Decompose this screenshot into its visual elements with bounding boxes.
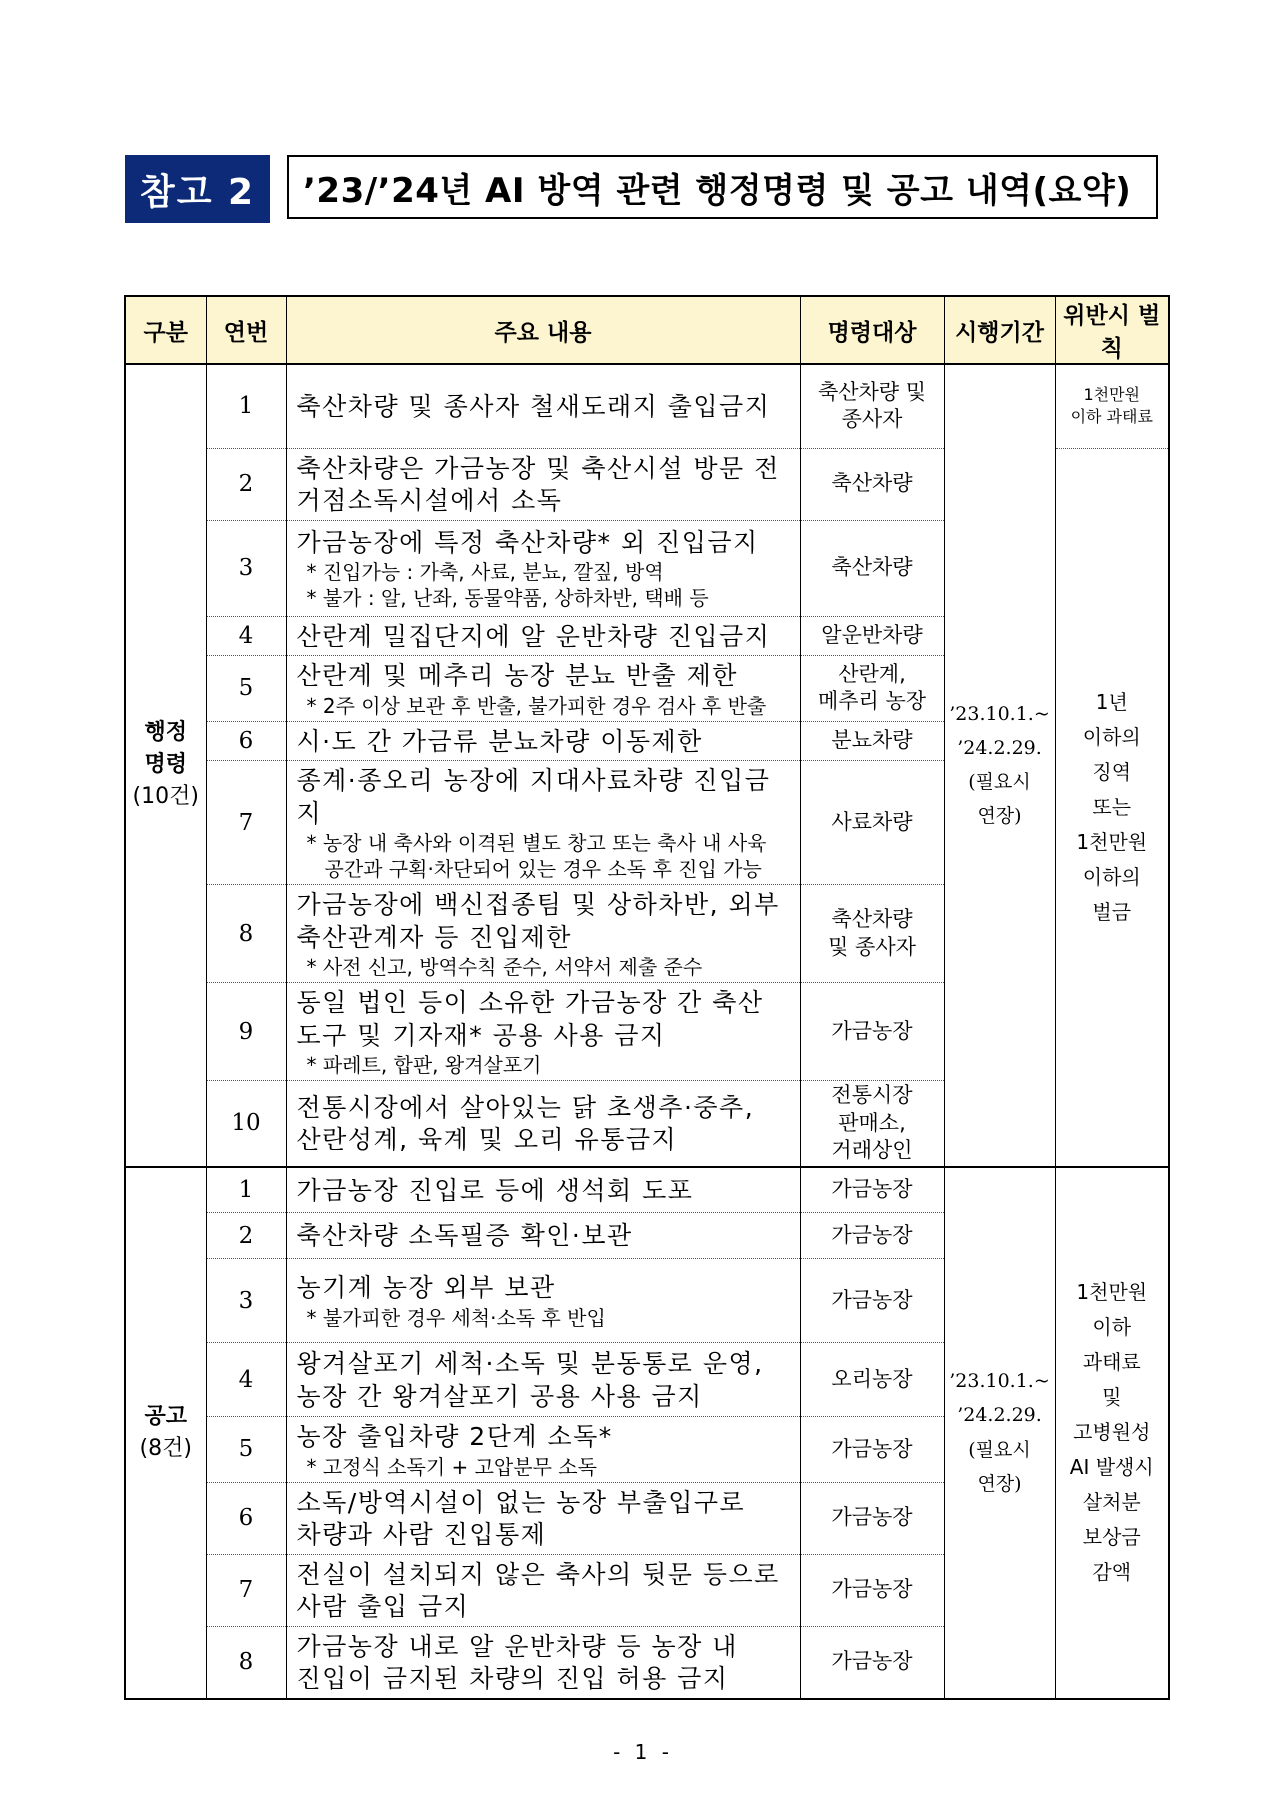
penalty-line: 1천만원 bbox=[1076, 1280, 1148, 1304]
enforcement-period bbox=[944, 364, 1055, 1167]
content-main-line: 축산관계자 등 진입제한 bbox=[296, 922, 572, 952]
section-name: 공고 bbox=[144, 1403, 187, 1429]
table-row bbox=[125, 1167, 1169, 1213]
row-target bbox=[800, 761, 944, 885]
row-content bbox=[286, 1343, 800, 1417]
target-line: 가금농장 bbox=[831, 1436, 913, 1461]
content-main-line: 농장 간 왕겨살포기 공용 사용 금지 bbox=[296, 1381, 703, 1411]
target-line: 가금농장 bbox=[831, 1222, 913, 1247]
row-content bbox=[286, 520, 800, 616]
row-content bbox=[286, 885, 800, 983]
row-target bbox=[800, 520, 944, 616]
measures-table bbox=[124, 295, 1170, 1700]
target-line: 및 종사자 bbox=[828, 934, 916, 959]
row-target bbox=[800, 885, 944, 983]
penalty-line: 과태료 bbox=[1082, 1350, 1141, 1374]
section-name: 명령 bbox=[144, 752, 187, 778]
enforcement-period bbox=[944, 1167, 1055, 1699]
period-line: ’24.2.29. bbox=[957, 737, 1042, 760]
period-line: 연장) bbox=[977, 1472, 1022, 1495]
content-main-line: 사람 출입 금지 bbox=[296, 1592, 470, 1621]
table-row bbox=[125, 364, 1169, 448]
row-target bbox=[800, 1213, 944, 1259]
penalty-line: 1천만원 bbox=[1083, 384, 1141, 404]
period-line: 연장) bbox=[977, 805, 1022, 828]
content-note-line: 공간과 구획·차단되어 있는 경우 소독 후 진입 가능 bbox=[324, 857, 762, 881]
content-main-line: 진입이 금지된 차량의 진입 허용 금지 bbox=[296, 1664, 729, 1693]
content-note-line: * 농장 내 축사와 이격된 별도 창고 또는 축사 내 사육 bbox=[306, 831, 767, 855]
penalty-line: 벌금 bbox=[1092, 899, 1132, 924]
row-target bbox=[800, 721, 944, 761]
period-line: (필요시 bbox=[968, 771, 1031, 794]
row-content bbox=[286, 616, 800, 656]
row-number: 2 bbox=[206, 1213, 286, 1259]
content-note-line: * 불가피한 경우 세척·소독 후 반입 bbox=[306, 1305, 606, 1330]
target-line: 알운반차량 bbox=[821, 623, 923, 648]
target-line: 가금농장 bbox=[831, 1649, 913, 1674]
target-line: 분뇨차량 bbox=[831, 728, 913, 753]
target-line: 축산차량 bbox=[831, 555, 913, 580]
content-note-line: * 고정식 소독기 + 고압분무 소독 bbox=[306, 1454, 597, 1479]
col-header-category: 구분 bbox=[125, 296, 206, 364]
target-line: 산란계, bbox=[838, 661, 906, 686]
penalty-line: 1년 bbox=[1095, 689, 1128, 714]
target-line: 축산차량 bbox=[831, 471, 913, 496]
target-line: 축산차량 및 bbox=[817, 379, 927, 404]
content-main-line: 동일 법인 등이 소유한 가금농장 간 축산 bbox=[296, 988, 764, 1017]
row-content bbox=[286, 721, 800, 761]
section-count: (10건) bbox=[132, 784, 199, 810]
content-main-line: 축산차량 및 종사자 철새도래지 출입금지 bbox=[296, 392, 771, 421]
row-target bbox=[800, 1167, 944, 1213]
row-target bbox=[800, 1259, 944, 1343]
penalty-line: 살처분 bbox=[1082, 1490, 1141, 1514]
violation-penalty bbox=[1055, 364, 1169, 448]
row-number: 3 bbox=[206, 520, 286, 616]
col-header-penalty: 위반시 벌칙 bbox=[1055, 296, 1169, 364]
row-target bbox=[800, 364, 944, 448]
target-line: 축산차량 bbox=[831, 907, 913, 932]
content-main-line: 산란계 및 메추리 농장 분뇨 반출 제한 bbox=[296, 661, 738, 690]
content-main-line: 거점소독시설에서 소독 bbox=[296, 486, 563, 515]
row-content bbox=[286, 364, 800, 448]
period-line: ’23.10.1.~ bbox=[949, 1370, 1050, 1393]
penalty-line: 또는 bbox=[1092, 794, 1132, 819]
row-number: 2 bbox=[206, 448, 286, 520]
row-target bbox=[800, 983, 944, 1081]
content-main-line: 종계·종오리 농장에 지대사료차량 진입금지 bbox=[296, 766, 771, 828]
row-content bbox=[286, 1417, 800, 1483]
row-number: 8 bbox=[206, 885, 286, 983]
target-line: 판매소, bbox=[838, 1110, 906, 1135]
col-header-number: 연번 bbox=[206, 296, 286, 364]
content-note-line: * 파레트, 합판, 왕겨살포기 bbox=[306, 1053, 542, 1077]
penalty-line: 징역 bbox=[1092, 759, 1132, 784]
page-title: ’23/’24년 AI 방역 관련 행정명령 및 공고 내역(요약) bbox=[287, 155, 1158, 219]
violation-penalty bbox=[1055, 1167, 1169, 1699]
row-content bbox=[286, 448, 800, 520]
content-main-line: 산란계 밀집단지에 알 운반차량 진입금지 bbox=[296, 621, 771, 651]
col-header-content: 주요 내용 bbox=[286, 296, 800, 364]
row-target bbox=[800, 1417, 944, 1483]
section-category-cell bbox=[125, 364, 206, 1167]
row-content bbox=[286, 983, 800, 1081]
content-main-line: 소독/방역시설이 없는 농장 부출입구로 bbox=[296, 1487, 746, 1517]
col-header-period: 시행기간 bbox=[944, 296, 1055, 364]
reference-badge: 참고 2 bbox=[125, 155, 270, 223]
period-line: ’23.10.1.~ bbox=[949, 702, 1050, 725]
row-number: 7 bbox=[206, 761, 286, 885]
row-content bbox=[286, 1482, 800, 1554]
row-target bbox=[800, 448, 944, 520]
content-main-line: 가금농장 내로 알 운반차량 등 농장 내 bbox=[296, 1631, 738, 1661]
row-content bbox=[286, 656, 800, 722]
penalty-line: 이하의 bbox=[1082, 724, 1141, 749]
content-main-line: 시·도 간 가금류 분뇨차량 이동제한 bbox=[296, 726, 703, 756]
content-note-line: * 진입가능 : 가축, 사료, 분뇨, 깔짚, 방역 bbox=[306, 560, 664, 585]
content-main-line: 축산차량 소독필증 확인·보관 bbox=[296, 1221, 633, 1251]
row-content bbox=[286, 1626, 800, 1699]
section-category-cell bbox=[125, 1167, 206, 1699]
row-number: 8 bbox=[206, 1626, 286, 1699]
content-main-line: 농기계 농장 외부 보관 bbox=[296, 1273, 556, 1303]
row-target bbox=[800, 1343, 944, 1417]
period-line: (필요시 bbox=[968, 1438, 1031, 1461]
row-content bbox=[286, 1259, 800, 1343]
row-content bbox=[286, 1554, 800, 1626]
content-note-line: * 불가 : 알, 난좌, 동물약품, 상하차반, 택배 등 bbox=[306, 586, 709, 611]
row-number: 3 bbox=[206, 1259, 286, 1343]
content-main-line: 차량과 사람 진입통제 bbox=[296, 1520, 547, 1549]
row-content bbox=[286, 1167, 800, 1213]
penalty-line: 이하 bbox=[1092, 1315, 1132, 1339]
row-number: 6 bbox=[206, 721, 286, 761]
row-number: 6 bbox=[206, 1482, 286, 1554]
content-main-line: 농장 출입차량 2단계 소독* bbox=[296, 1422, 613, 1451]
target-line: 메추리 농장 bbox=[817, 689, 927, 714]
content-main-line: 도구 및 기자재* 공용 사용 금지 bbox=[296, 1020, 666, 1050]
target-line: 전통시장 bbox=[831, 1083, 913, 1108]
target-line: 종사자 bbox=[841, 407, 903, 432]
target-line: 가금농장 bbox=[831, 1505, 913, 1530]
section-count: (8건) bbox=[139, 1435, 192, 1461]
content-main-line: 가금농장에 특정 축산차량* 외 진입금지 bbox=[296, 527, 759, 557]
row-number: 4 bbox=[206, 616, 286, 656]
col-header-target: 명령대상 bbox=[800, 296, 944, 364]
target-line: 가금농장 bbox=[831, 1177, 913, 1202]
row-number: 5 bbox=[206, 1417, 286, 1483]
target-line: 가금농장 bbox=[831, 1018, 913, 1043]
penalty-line: 이하 과태료 bbox=[1070, 407, 1153, 427]
content-main-line: 산란성계, 육계 및 오리 유통금지 bbox=[296, 1125, 678, 1155]
penalty-line: 보상금 bbox=[1082, 1525, 1141, 1549]
penalty-line: 고병원성 bbox=[1073, 1420, 1151, 1444]
target-line: 오리농장 bbox=[831, 1366, 913, 1391]
content-main-line: 왕겨살포기 세척·소독 및 분동통로 운영, bbox=[296, 1349, 764, 1378]
row-content bbox=[286, 1213, 800, 1259]
row-target bbox=[800, 616, 944, 656]
penalty-line: 감액 bbox=[1092, 1560, 1132, 1584]
row-content bbox=[286, 1081, 800, 1167]
page-number: - 1 - bbox=[613, 1740, 673, 1764]
row-content bbox=[286, 761, 800, 885]
row-target bbox=[800, 1554, 944, 1626]
row-number: 5 bbox=[206, 656, 286, 722]
title-block bbox=[125, 155, 1160, 223]
row-target bbox=[800, 1482, 944, 1554]
row-number: 9 bbox=[206, 983, 286, 1081]
target-line: 거래상인 bbox=[831, 1137, 913, 1162]
violation-penalty bbox=[1055, 448, 1169, 1167]
content-main-line: 축산차량은 가금농장 및 축산시설 방문 전 bbox=[296, 453, 780, 483]
content-main-line: 가금농장에 백신접종팀 및 상하차반, 외부 bbox=[296, 890, 780, 919]
penalty-line: 1천만원 bbox=[1076, 829, 1148, 854]
content-main-line: 가금농장 진입로 등에 생석회 도포 bbox=[296, 1175, 694, 1205]
row-target bbox=[800, 656, 944, 722]
content-main-line: 전실이 설치되지 않은 축사의 뒷문 등으로 bbox=[296, 1559, 780, 1589]
penalty-line: 이하의 bbox=[1082, 864, 1141, 889]
target-line: 사료차량 bbox=[831, 809, 913, 834]
row-target bbox=[800, 1081, 944, 1167]
penalty-line: AI 발생시 bbox=[1069, 1455, 1154, 1479]
row-number: 1 bbox=[206, 1167, 286, 1213]
row-number: 1 bbox=[206, 364, 286, 448]
row-target bbox=[800, 1626, 944, 1699]
row-number: 10 bbox=[206, 1081, 286, 1167]
content-main-line: 전통시장에서 살아있는 닭 초생추·중추, bbox=[296, 1092, 755, 1122]
target-line: 가금농장 bbox=[831, 1577, 913, 1602]
penalty-line: 및 bbox=[1102, 1385, 1122, 1409]
content-note-line: * 2주 이상 보관 후 반출, 불가피한 경우 검사 후 반출 bbox=[306, 693, 767, 718]
section-name: 행정 bbox=[144, 720, 187, 746]
target-line: 가금농장 bbox=[831, 1287, 913, 1312]
table-header-row bbox=[125, 296, 1169, 364]
content-note-line: * 사전 신고, 방역수칙 준수, 서약서 제출 준수 bbox=[306, 955, 703, 979]
row-number: 4 bbox=[206, 1343, 286, 1417]
row-number: 7 bbox=[206, 1554, 286, 1626]
period-line: ’24.2.29. bbox=[957, 1404, 1042, 1427]
